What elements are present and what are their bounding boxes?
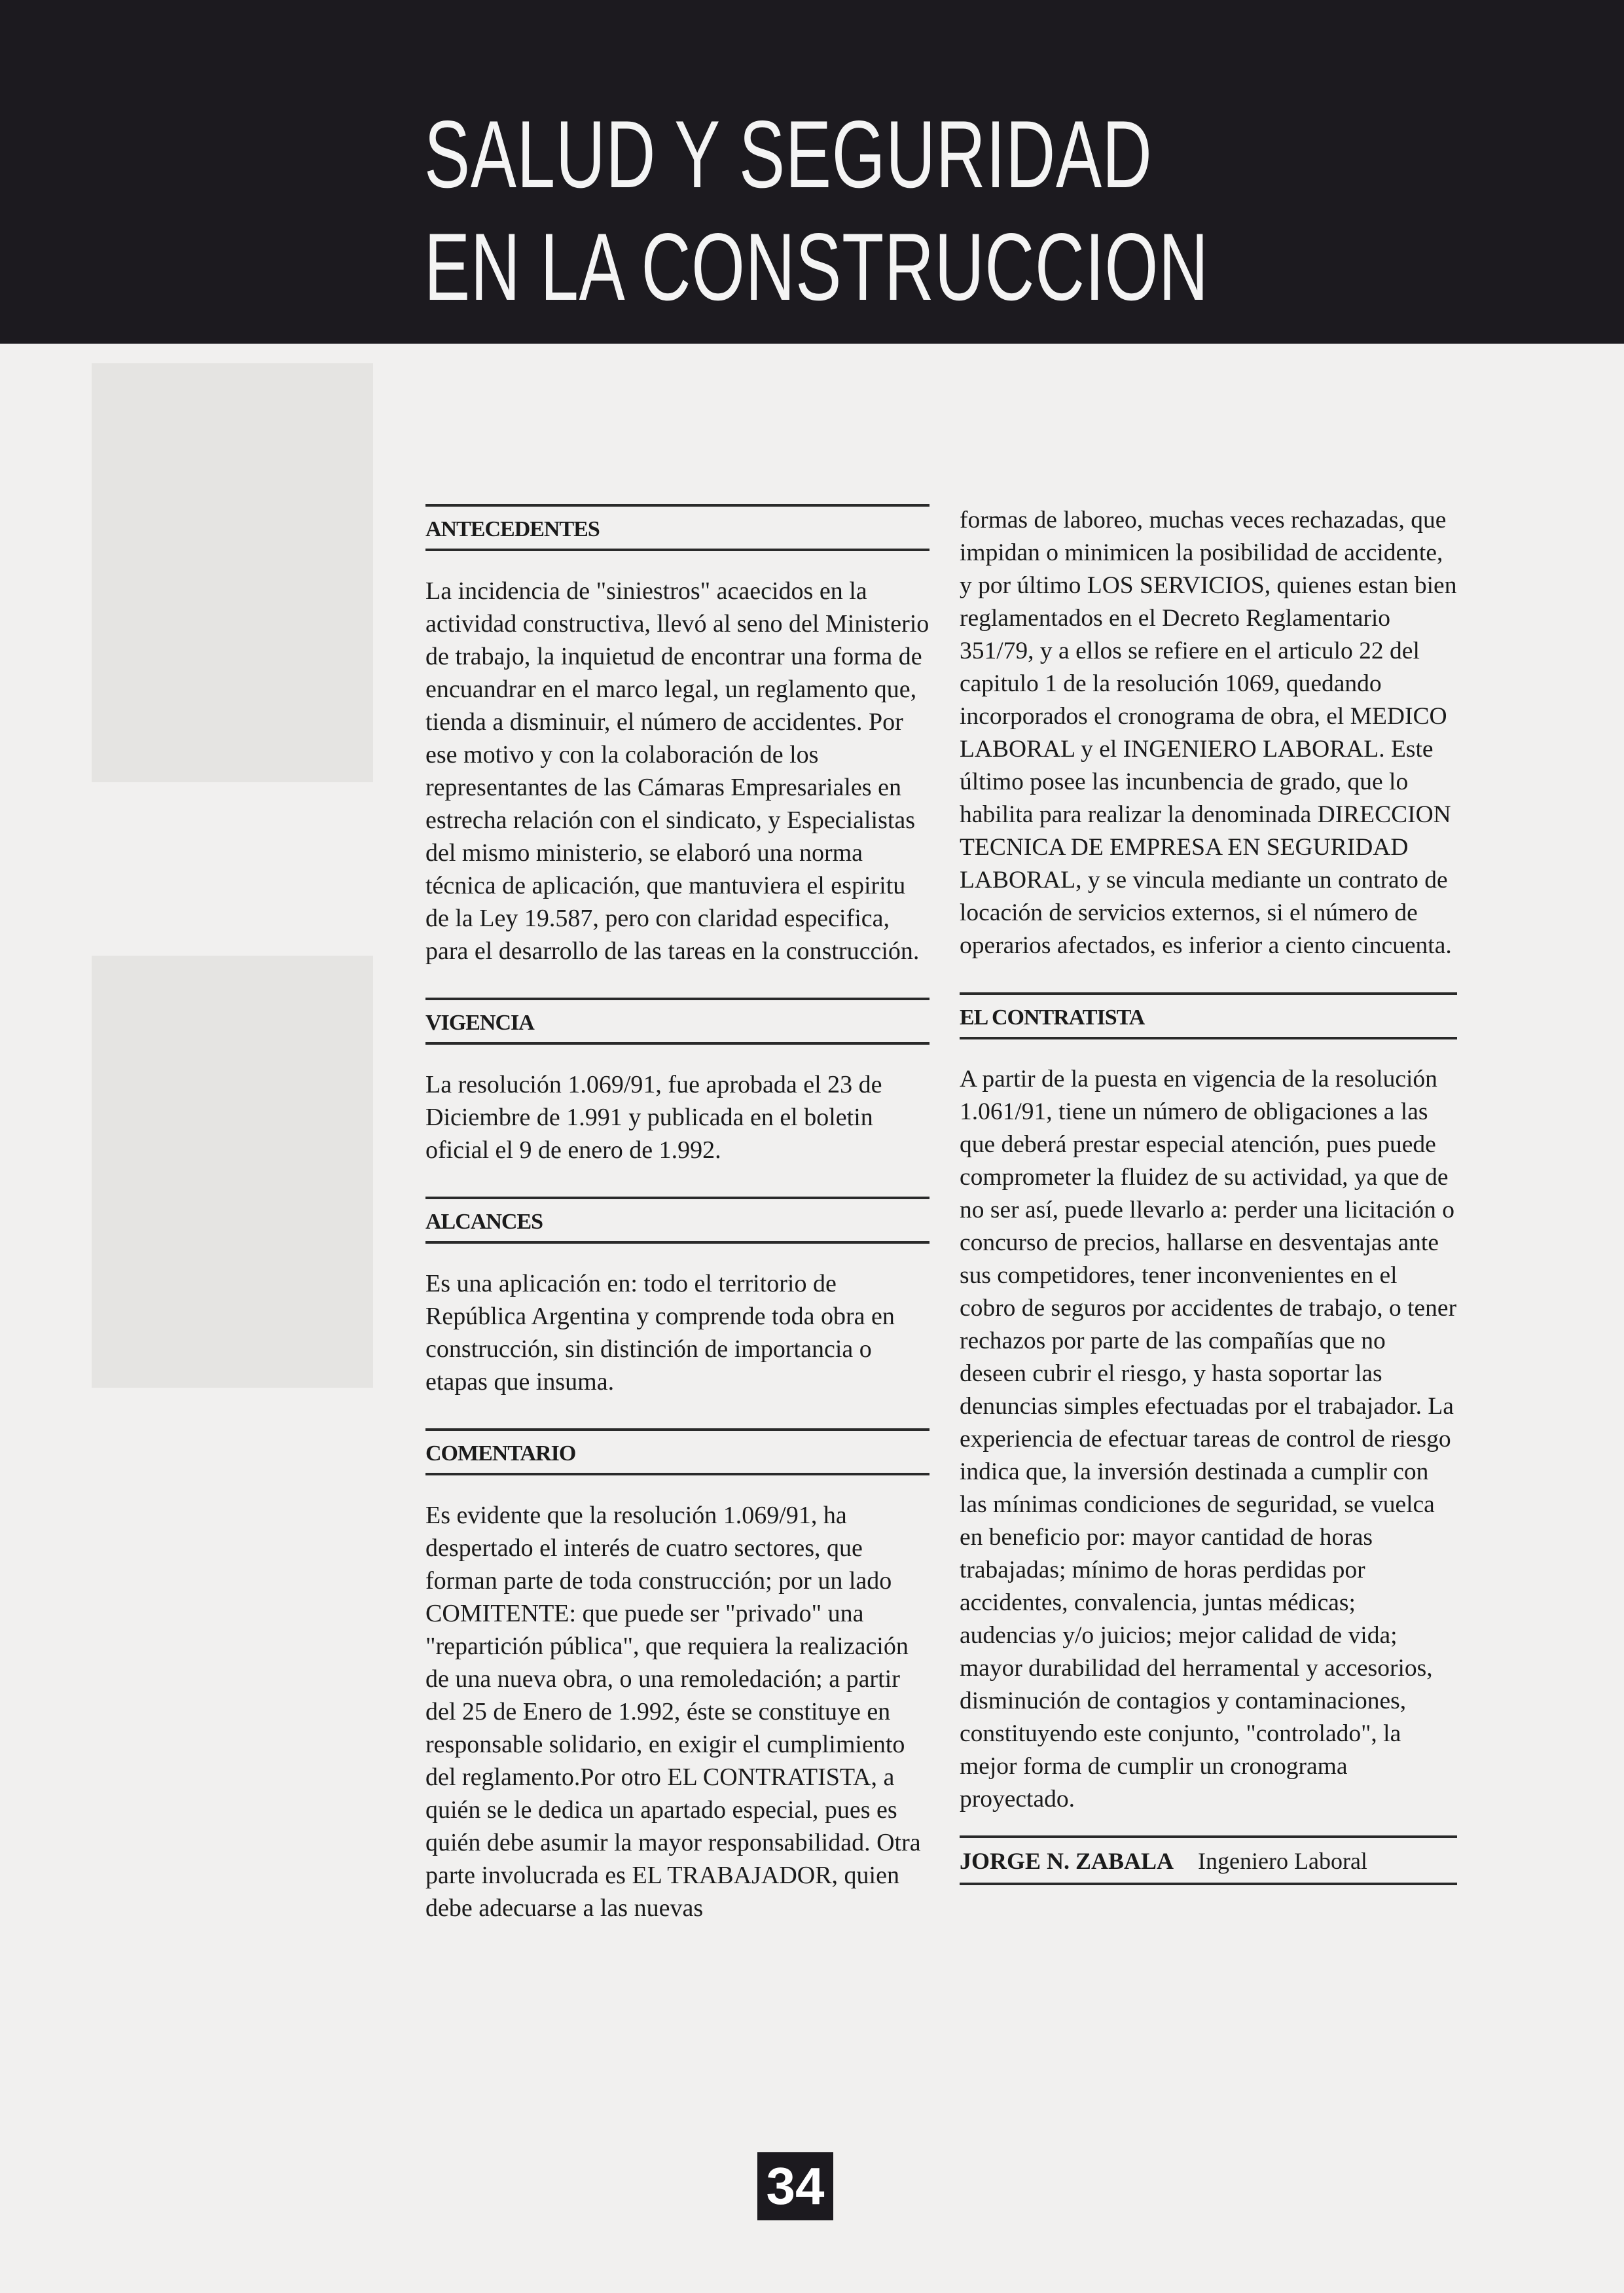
title-banner [0, 0, 1624, 344]
section-el-contratista [960, 992, 1457, 1816]
title-line-1: SALUD Y SEGURIDAD [424, 101, 1153, 208]
section-vigencia [425, 998, 929, 1166]
author-role: Ingeniero Laboral [1198, 1848, 1367, 1874]
section-paragraph: Es una aplicación en: todo el territorio de República Argentina y comprende toda obra en construcción, sin distinción de importancia o etapas que insuma. [425, 1270, 895, 1396]
section-heading: EL CONTRATISTA [960, 992, 1457, 1039]
section-paragraph: La incidencia de "siniestros" acaecidos en la actividad constructiva, llevó al seno del Ministerio de trabajo, la inquietud de encontrar una forma de encuandrar en el marco legal, un reglamento que, tienda a disminuir, el número de accidentes. Por ese motivo y con la colaboración de los representantes de las Cámaras Empresariales en estrecha relación con el sindicato, y Especialistas del mismo ministerio, se elaboró una norma técnica de aplicación, que mantuviera el espiritu de la Ley 19.587, pero con claridad especifica, para el desarrollo de las tareas en la construcción. [425, 577, 929, 965]
section-heading: COMENTARIO [425, 1428, 929, 1475]
continuation-paragraph: formas de laboreo, muchas veces rechazadas, que impidan o minimicen la posibilidad de accidente, y por último LOS SERVICIOS, quienes estan bien reglamentados en el Decreto Reglamentario 351/79, y a ellos se refiere en el articulo 22 del capitulo 1 de la resolución 1069, quedando incorporados el cronograma de obra, el MEDICO LABORAL y el INGENIERO LABORAL. Este último posee las incunbencia de grado, que lo habilita para realizar la denominada DIRECCION TECNICA DE EMPRESA EN SEGURIDAD LABORAL, y se vincula mediante un contrato de locación de servicios externos, si el número de operarios afectados, es inferior a ciento cincuenta. [960, 507, 1457, 959]
section-heading: ANTECEDENTES [425, 504, 929, 551]
author-signature [960, 1835, 1457, 1885]
section-heading: ALCANCES [425, 1197, 929, 1244]
section-antecedentes [425, 504, 929, 967]
section-paragraph: La resolución 1.069/91, fue aprobada el 23 de Diciembre de 1.991 y publicada en el boletin oficial el 9 de enero de 1.992. [425, 1071, 882, 1164]
section-heading: VIGENCIA [425, 998, 929, 1045]
title-line-2: EN LA CONSTRUCCION [424, 213, 1209, 320]
page-number: 34 [757, 2152, 833, 2220]
show-through-photo-middle [92, 956, 373, 1388]
section-paragraph: A partir de la puesta en vigencia de la resolución 1.061/91, tiene un número de obligaciones a las que deberá prestar especial atención, pues puede comprometer la fluidez de su actividad, ya que de no ser así, puede llevarlo a: perder una licitación o concurso de precios, hallarse en desventajas ante sus competidores, tener inconvenientes en el cobro de seguros por accidentes de trabajo, o tener rechazos por parte de las compañías que no deseen cubrir el riesgo, y hasta soportar las denuncias simples efectuadas por el trabajador. La experiencia de efectuar tareas de control de riesgo indica que, la inversión destinada a cumplir con las mínimas condiciones de seguridad, se vuelca en beneficio por: mayor cantidad de horas trabajadas; mínimo de horas perdidas por accidentes, convalencia, juntas médicas; audencias y/o juicios; mejor calidad de vida; mayor durabilidad del herramental y accesorios, disminución de contagios y contaminaciones, constituyendo este conjunto, "controlado", la mejor forma de cumplir un cronograma proyectado. [960, 1066, 1457, 1813]
page-title [424, 98, 1209, 323]
section-paragraph: Es evidente que la resolución 1.069/91, ha despertado el interés de cuatro sectores, que forman parte de toda construcción; por un lado COMITENTE: que puede ser "privado" una "repartición pública", que requiera la realización de una nueva obra, o una remoledación; a partir del 25 de Enero de 1.992, éste se constituye en responsable solidario, en exigir el cumplimiento del reglamento.Por otro EL CONTRATISTA, a quién se le dedica un apartado especial, pues es quién debe asumir la mayor responsabilidad. Otra parte involucrada es EL TRABAJADOR, quien debe adecuarse a las nuevas [425, 1502, 921, 1922]
article-column-left [425, 504, 929, 1955]
show-through-photo-top [92, 363, 373, 782]
author-name: JORGE N. ZABALA [960, 1848, 1174, 1874]
section-comentario [425, 1428, 929, 1924]
section-alcances [425, 1197, 929, 1398]
article-column-right [960, 504, 1457, 1885]
